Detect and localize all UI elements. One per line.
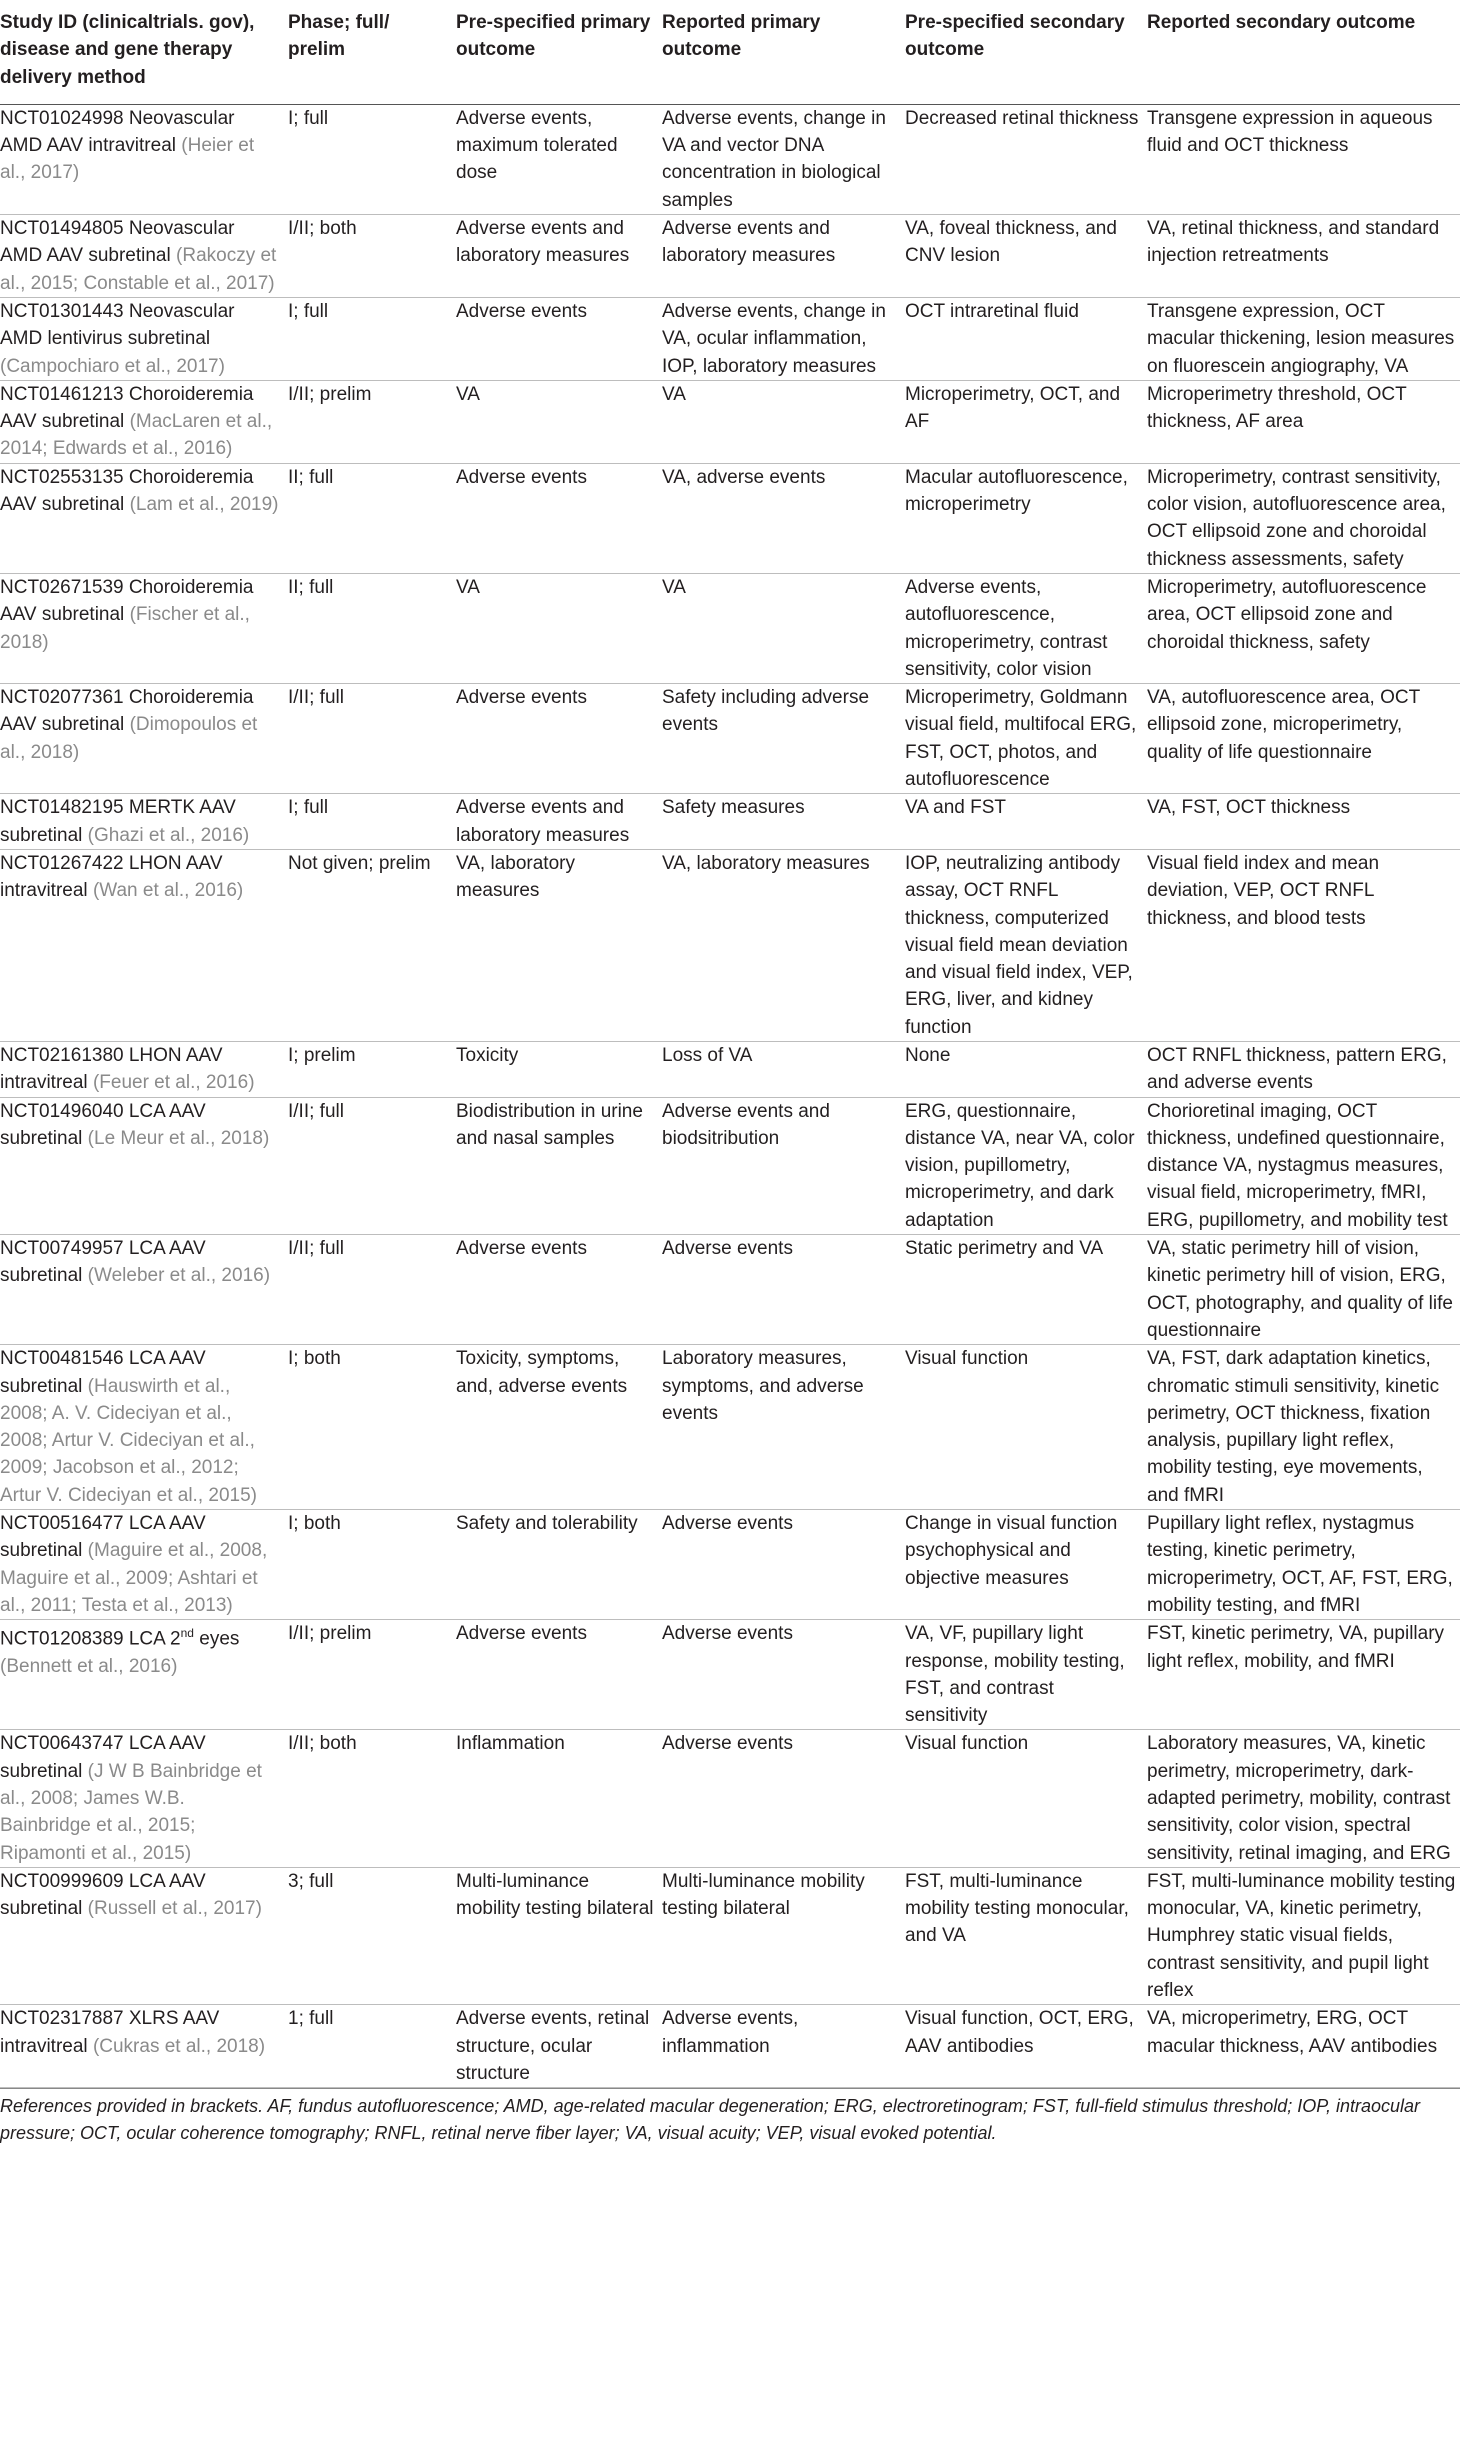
study-description [0,105,280,187]
reported-secondary-cell: OCT RNFL thickness, pattern ERG, and adverse events [1143,1041,1460,1097]
pre-specified-primary-cell: Adverse events and laboratory measures [452,794,658,850]
study-cell [0,1097,284,1234]
reported-secondary-cell: VA, microperimetry, ERG, OCT macular thickness, AAV antibodies [1143,2005,1460,2088]
study-description [0,1235,280,1290]
pre-specified-primary-cell: Adverse events [452,297,658,380]
table-footnote: References provided in brackets. AF, fundus autofluorescence; AMD, age-related macular degeneration; ERG, electroretinogram; FST, full-field stimulus threshold; IOP, intraocular pressure; OCT, ocular coherence tomography; RNFL, retinal nerve fiber layer; VA, visual acuity; VEP, visual evoked potential. [0,2088,1460,2147]
table-row [0,1620,1460,1730]
table-row [0,297,1460,380]
table-row [0,215,1460,298]
table-body [0,104,1460,2087]
reference-citation: (Fischer et al., 2018) [0,604,250,653]
study-cell [0,2005,284,2088]
study-id-text: NCT02671539 Choroideremia AAV subretinal [0,576,254,626]
pre-specified-secondary-cell: Change in visual function psychophysical and objective measures [901,1510,1143,1620]
phase-cell: I; full [284,794,452,850]
study-id-text: NCT00999609 LCA AAV subretinal [0,1870,206,1920]
study-id-text: NCT01024998 Neovascular AMD AAV intravitreal [0,107,235,157]
phase-cell: I; both [284,1345,452,1510]
phase-cell: I/II; full [284,1097,452,1234]
study-cell [0,1235,284,1345]
reported-primary-cell: Adverse events, change in VA and vector DNA concentration in biological samples [658,104,901,214]
study-description [0,2005,280,2060]
pre-specified-primary-cell: Toxicity [452,1041,658,1097]
phase-cell: I; prelim [284,1041,452,1097]
phase-cell: 1; full [284,2005,452,2088]
study-description [0,464,280,519]
study-id-text: NCT01482195 MERTK AAV subretinal [0,797,236,846]
pre-specified-secondary-cell: Adverse events, autofluorescence, microperimetry, contrast sensitivity, color vision [901,573,1143,683]
table-row [0,794,1460,850]
study-description [0,794,280,849]
study-description [0,1510,280,1619]
table-row [0,1510,1460,1620]
reported-secondary-cell: Chorioretinal imaging, OCT thickness, undefined questionnaire, distance VA, nystagmus measures, visual field, microperimetry, fMRI, ERG, pupillometry, and mobility test [1143,1097,1460,1234]
pre-specified-secondary-cell: Visual function [901,1345,1143,1510]
pre-specified-primary-cell: Adverse events, maximum tolerated dose [452,104,658,214]
study-cell [0,297,284,380]
reported-primary-cell: Loss of VA [658,1041,901,1097]
study-description [0,381,280,463]
study-id-text: NCT01267422 LHON AAV intravitreal [0,852,223,902]
reported-primary-cell: VA [658,573,901,683]
study-id-text: NCT02553135 Choroideremia AAV subretinal [0,466,254,516]
pre-specified-primary-cell: Toxicity, symptoms, and, adverse events [452,1345,658,1510]
phase-cell: II; full [284,573,452,683]
phase-cell: I/II; full [284,684,452,794]
reported-secondary-cell: VA, retinal thickness, and standard injection retreatments [1143,215,1460,298]
reported-primary-cell: Adverse events [658,1235,901,1345]
reported-primary-cell: Safety measures [658,794,901,850]
pre-specified-primary-cell: Multi-luminance mobility testing bilateral [452,1867,658,2004]
pre-specified-secondary-cell: Microperimetry, Goldmann visual field, multifocal ERG, FST, OCT, photos, and autofluorescence [901,684,1143,794]
pre-specified-secondary-cell: Visual function [901,1730,1143,1867]
reference-citation: (Russell et al., 2017) [87,1898,262,1920]
reference-citation: (Cukras et al., 2018) [92,2035,266,2057]
pre-specified-secondary-cell: Static perimetry and VA [901,1235,1143,1345]
study-description [0,1098,280,1153]
reported-secondary-cell: FST, multi-luminance mobility testing monocular, VA, kinetic perimetry, Humphrey static visual fields, contrast sensitivity, and pupil light reflex [1143,1867,1460,2004]
phase-cell: II; full [284,463,452,573]
reported-primary-cell: Safety including adverse events [658,684,901,794]
pre-specified-primary-cell: Biodistribution in urine and nasal samples [452,1097,658,1234]
study-id-text: NCT01494805 Neovascular AMD AAV subretinal [0,218,235,267]
reference-citation: (Lam et al., 2019) [129,494,279,516]
study-id-text: NCT01301443 Neovascular AMD lentivirus subretinal [0,300,235,350]
study-id-text: NCT01461213 Choroideremia AAV subretinal [0,383,254,433]
reported-secondary-cell: FST, kinetic perimetry, VA, pupillary light reflex, mobility, and fMRI [1143,1620,1460,1730]
study-cell [0,684,284,794]
phase-cell: I/II; both [284,215,452,298]
study-id-text-suffix: eyes [193,1628,240,1650]
table-row [0,684,1460,794]
header-phase: Phase; full/ prelim [284,0,452,104]
pre-specified-primary-cell: Adverse events [452,1620,658,1730]
pre-specified-secondary-cell: VA, foveal thickness, and CNV lesion [901,215,1143,298]
reported-secondary-cell: VA, FST, dark adaptation kinetics, chromatic stimuli sensitivity, kinetic perimetry, OCT thickness, fixation analysis, pupillary light reflex, mobility testing, eye movements, and fMRI [1143,1345,1460,1510]
reported-secondary-cell: Visual field index and mean deviation, VEP, OCT RNFL thickness, and blood tests [1143,849,1460,1041]
study-id-text: NCT02077361 Choroideremia AAV subretinal [0,687,254,736]
pre-specified-primary-cell: Adverse events, retinal structure, ocular structure [452,2005,658,2088]
pre-specified-secondary-cell: Macular autofluorescence, microperimetry [901,463,1143,573]
table-row [0,1097,1460,1234]
reference-citation: (J W B Bainbridge et al., 2008; James W.B. Bainbridge et al., 2015; Ripamonti et al., 2015) [0,1760,262,1864]
pre-specified-primary-cell: VA [452,380,658,463]
pre-specified-primary-cell: Adverse events [452,1235,658,1345]
study-cell [0,215,284,298]
reported-secondary-cell: Microperimetry, contrast sensitivity, color vision, autofluorescence area, OCT ellipsoid zone and choroidal thickness assessments, safety [1143,463,1460,573]
header-pre-specified-secondary: Pre-specified secondary outcome [901,0,1143,104]
pre-specified-secondary-cell: FST, multi-luminance mobility testing monocular, and VA [901,1867,1143,2004]
reported-secondary-cell: VA, FST, OCT thickness [1143,794,1460,850]
reported-primary-cell: Laboratory measures, symptoms, and adverse events [658,1345,901,1510]
phase-cell: I/II; prelim [284,380,452,463]
reported-primary-cell: Adverse events and laboratory measures [658,215,901,298]
table-header-row [0,0,1460,104]
phase-cell: I; full [284,104,452,214]
pre-specified-secondary-cell: IOP, neutralizing antibody assay, OCT RNFL thickness, computerized visual field mean deviation and visual field index, VEP, ERG, liver, and kidney function [901,849,1143,1041]
pre-specified-primary-cell: VA, laboratory measures [452,849,658,1041]
study-cell [0,104,284,214]
study-description [0,1042,280,1097]
reference-citation: (Feuer et al., 2016) [92,1072,255,1094]
phase-cell: I/II; full [284,1235,452,1345]
reference-citation: (MacLaren et al., 2014; Edwards et al., 2016) [0,411,273,460]
study-id-text: NCT00749957 LCA AAV subretinal [0,1238,206,1287]
study-id-text: NCT00643747 LCA AAV subretinal [0,1733,206,1782]
phase-cell: I; both [284,1510,452,1620]
study-description [0,298,280,380]
table-row [0,1041,1460,1097]
table-row [0,1867,1460,2004]
reported-secondary-cell: Microperimetry threshold, OCT thickness, AF area [1143,380,1460,463]
reported-primary-cell: Adverse events, change in VA, ocular inflammation, IOP, laboratory measures [658,297,901,380]
reference-citation: (Weleber et al., 2016) [87,1265,271,1287]
study-cell [0,1620,284,1730]
ordinal-superscript: nd [180,1626,194,1641]
reported-primary-cell: Adverse events [658,1510,901,1620]
reported-primary-cell: VA, laboratory measures [658,849,901,1041]
study-id-text: NCT01496040 LCA AAV subretinal [0,1100,206,1149]
study-description [0,215,280,297]
phase-cell: 3; full [284,1867,452,2004]
study-cell [0,1510,284,1620]
study-id-text: NCT02161380 LHON AAV intravitreal [0,1044,223,1094]
study-id-text: NCT02317887 XLRS AAV intravitreal [0,2008,220,2057]
study-cell [0,1345,284,1510]
reference-citation: (Heier et al., 2017) [0,135,255,184]
table-row [0,2005,1460,2088]
study-cell [0,573,284,683]
reference-citation: (Le Meur et al., 2018) [87,1127,270,1149]
header-study-id: Study ID (clinicaltrials. gov), disease and gene therapy delivery method [0,0,284,104]
table-row [0,380,1460,463]
study-cell [0,463,284,573]
reference-citation: (Maguire et al., 2008, Maguire et al., 2009; Ashtari et al., 2011; Testa et al., 2013) [0,1540,268,1616]
pre-specified-secondary-cell: ERG, questionnaire, distance VA, near VA, color vision, pupillometry, microperimetry, and dark adaptation [901,1097,1143,1234]
pre-specified-secondary-cell: Visual function, OCT, ERG, AAV antibodies [901,2005,1143,2088]
reported-primary-cell: VA, adverse events [658,463,901,573]
study-description [0,1620,280,1680]
header-reported-secondary: Reported secondary outcome [1143,0,1460,104]
study-id-text: NCT00481546 LCA AAV subretinal [0,1348,206,1397]
study-cell [0,849,284,1041]
reported-secondary-cell: Laboratory measures, VA, kinetic perimetry, microperimetry, dark-adapted perimetry, mobility, contrast sensitivity, color vision, spectral sensitivity, retinal imaging, and ERG [1143,1730,1460,1867]
study-description [0,684,280,766]
pre-specified-secondary-cell: Decreased retinal thickness [901,104,1143,214]
study-cell [0,1730,284,1867]
pre-specified-secondary-cell: VA, VF, pupillary light response, mobility testing, FST, and contrast sensitivity [901,1620,1143,1730]
study-id-text: NCT00516477 LCA AAV subretinal [0,1513,206,1562]
table-row [0,1345,1460,1510]
header-pre-specified-primary: Pre-specified primary outcome [452,0,658,104]
table-row [0,849,1460,1041]
reported-secondary-cell: VA, autofluorescence area, OCT ellipsoid zone, microperimetry, quality of life questionnaire [1143,684,1460,794]
reference-citation: (Dimopoulos et al., 2018) [0,714,258,763]
reference-citation: (Rakoczy et al., 2015; Constable et al., 2017) [0,245,277,294]
pre-specified-secondary-cell: None [901,1041,1143,1097]
table-row [0,104,1460,214]
reported-secondary-cell: Transgene expression, OCT macular thickening, lesion measures on fluorescein angiography, VA [1143,297,1460,380]
reported-secondary-cell: Pupillary light reflex, nystagmus testing, kinetic perimetry, microperimetry, OCT, AF, FST, ERG, mobility testing, and fMRI [1143,1510,1460,1620]
pre-specified-secondary-cell: VA and FST [901,794,1143,850]
phase-cell: I; full [284,297,452,380]
study-description [0,1345,280,1509]
reference-citation: (Wan et al., 2016) [92,880,244,902]
reference-citation: (Campochiaro et al., 2017) [0,355,225,377]
reported-secondary-cell: Microperimetry, autofluorescence area, OCT ellipsoid zone and choroidal thickness, safety [1143,573,1460,683]
pre-specified-primary-cell: Inflammation [452,1730,658,1867]
study-cell [0,380,284,463]
study-cell [0,1867,284,2004]
reported-primary-cell: Adverse events, inflammation [658,2005,901,2088]
pre-specified-primary-cell: Safety and tolerability [452,1510,658,1620]
reported-secondary-cell: VA, static perimetry hill of vision, kinetic perimetry hill of vision, ERG, OCT, photography, and quality of life questionnaire [1143,1235,1460,1345]
table-row [0,463,1460,573]
reference-citation: (Hauswirth et al., 2008; A. V. Cideciyan et al., 2008; Artur V. Cideciyan et al., 2009; Jacobson et al., 2012; Artur V. Cideciyan et al., 2015) [0,1375,257,1506]
pre-specified-secondary-cell: Microperimetry, OCT, and AF [901,380,1143,463]
study-description [0,574,280,656]
study-description [0,1868,280,1923]
reference-citation: (Bennett et al., 2016) [0,1655,178,1677]
study-id-text: NCT01208389 LCA 2 [0,1628,181,1650]
reported-secondary-cell: Transgene expression in aqueous fluid and OCT thickness [1143,104,1460,214]
pre-specified-primary-cell: VA [452,573,658,683]
study-cell [0,794,284,850]
pre-specified-secondary-cell: OCT intraretinal fluid [901,297,1143,380]
reported-primary-cell: Multi-luminance mobility testing bilateral [658,1867,901,2004]
study-description [0,850,280,905]
reported-primary-cell: Adverse events [658,1620,901,1730]
phase-cell: I/II; prelim [284,1620,452,1730]
pre-specified-primary-cell: Adverse events [452,463,658,573]
header-reported-primary: Reported primary outcome [658,0,901,104]
reference-citation: (Ghazi et al., 2016) [87,824,250,846]
table-row [0,573,1460,683]
pre-specified-primary-cell: Adverse events [452,684,658,794]
reported-primary-cell: VA [658,380,901,463]
pre-specified-primary-cell: Adverse events and laboratory measures [452,215,658,298]
phase-cell: I/II; both [284,1730,452,1867]
reported-primary-cell: Adverse events [658,1730,901,1867]
study-description [0,1730,280,1866]
study-cell [0,1041,284,1097]
reported-primary-cell: Adverse events and biodsitribution [658,1097,901,1234]
table-row [0,1730,1460,1867]
phase-cell: Not given; prelim [284,849,452,1041]
table-row [0,1235,1460,1345]
